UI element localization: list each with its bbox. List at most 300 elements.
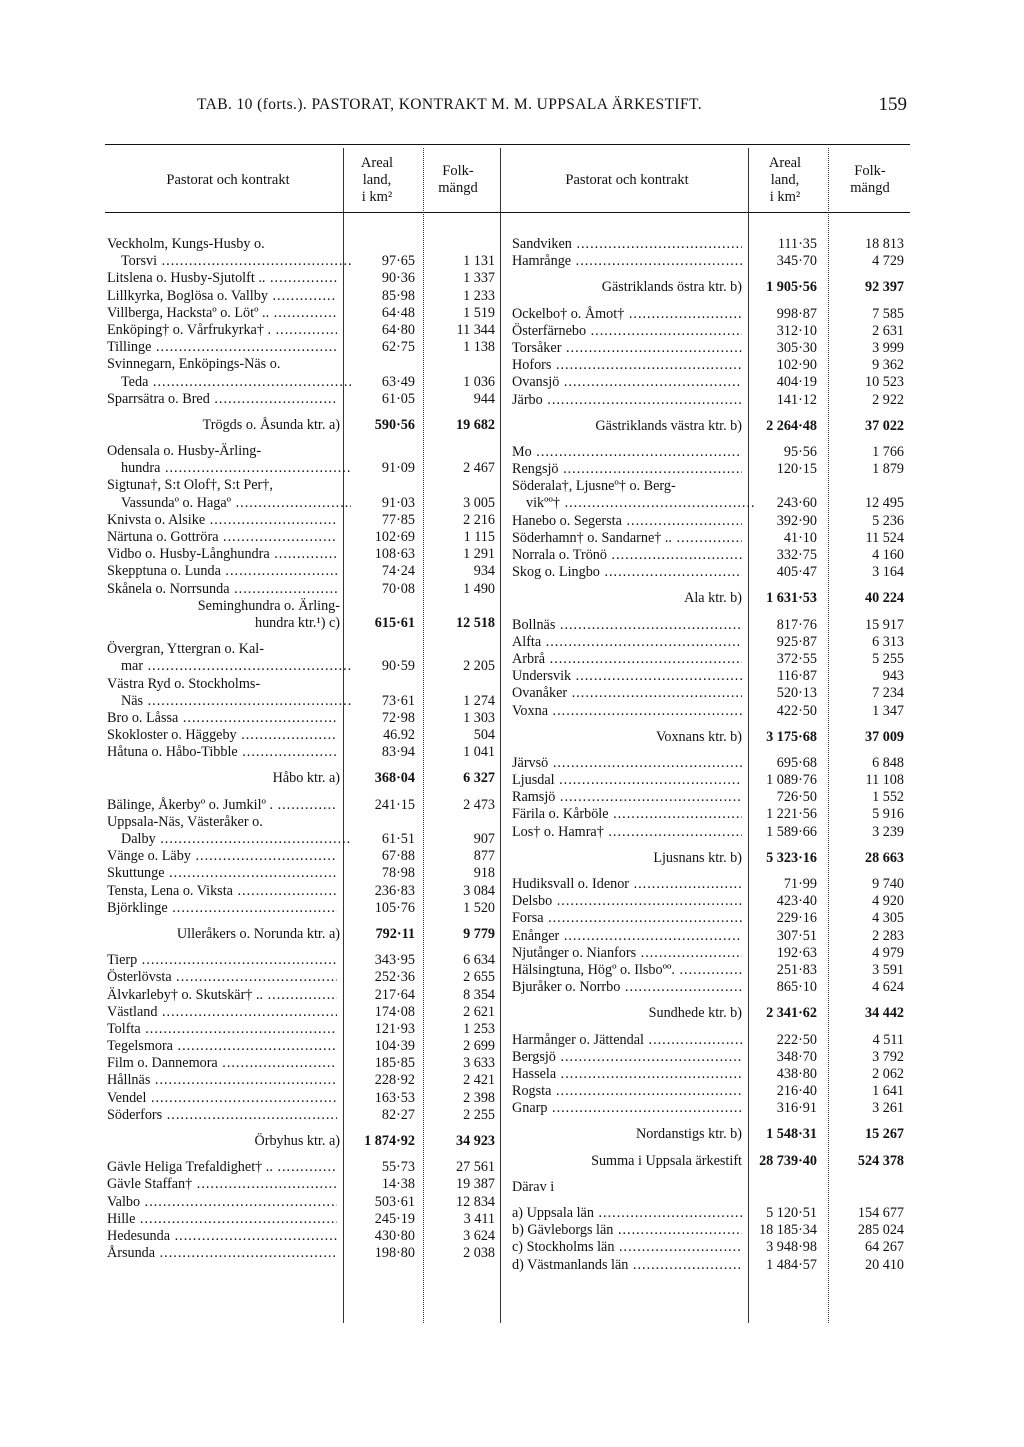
population-value: 1 519 <box>463 304 495 321</box>
parish-name: Österlövsta ..... <box>107 969 337 986</box>
row-spacer <box>512 270 908 279</box>
parish-name: Hanebo o. Segersta ..... <box>512 513 742 530</box>
area-value: 1 484·57 <box>766 1256 817 1273</box>
area-value: 372·55 <box>776 650 817 667</box>
area-value: 2 341·62 <box>766 1005 817 1022</box>
area-value: 348·70 <box>776 1048 817 1065</box>
parish-name: Håtuna o. Håbo-Tibble ..... <box>107 744 337 761</box>
parish-name: Undersvik ..... <box>512 668 742 685</box>
area-value: 695·68 <box>776 754 817 771</box>
parish-name: Västra Ryd o. Stockholms- <box>107 675 261 692</box>
population-value: 3 792 <box>872 1048 904 1065</box>
parish-name: Årsunda ..... <box>107 1245 337 1262</box>
parish-name: mar ..... <box>107 658 351 675</box>
parish-name: Bergsjö ..... <box>512 1049 742 1066</box>
parish-name: Arbrå ..... <box>512 651 742 668</box>
area-value: 67·88 <box>381 848 415 865</box>
table-row <box>512 962 908 979</box>
parish-name: Ovansjö ..... <box>512 374 742 391</box>
parish-name: Söderfors ..... <box>107 1107 337 1124</box>
parish-name: Lillkyrka, Boglösa o. Vallby ..... <box>107 288 337 305</box>
area-value: 28 739·40 <box>759 1152 817 1169</box>
population-value: 2 467 <box>463 460 495 477</box>
table-row <box>512 617 908 634</box>
population-value: 3 084 <box>463 882 495 899</box>
parish-name: Färila o. Kårböle ..... <box>512 806 742 823</box>
table-row <box>512 1257 908 1274</box>
parish-name: Mo ..... <box>512 444 742 461</box>
parish-name: Söderhamn† o. Sandarne† .. ..... <box>512 530 742 547</box>
area-value: 61·51 <box>381 831 415 847</box>
population-value: 5 916 <box>872 806 904 823</box>
area-value: 1 221·56 <box>766 806 817 823</box>
area-value: 1 905·56 <box>766 279 817 296</box>
population-value: 3 239 <box>872 823 904 840</box>
table-row <box>107 1245 499 1262</box>
table-row <box>107 710 499 727</box>
population-value: 1 041 <box>463 744 495 761</box>
parish-name: Litslena o. Husby-Sjutolft .. ..... <box>107 270 337 287</box>
area-value: 111·35 <box>777 236 817 252</box>
population-value: 2 216 <box>463 511 495 528</box>
table-row <box>512 1066 908 1083</box>
table-row <box>512 945 908 962</box>
population-value: 12 518 <box>455 614 495 631</box>
area-value: 865·10 <box>776 979 817 996</box>
row-spacer <box>512 1144 908 1153</box>
population-value: 1 490 <box>463 580 495 597</box>
population-value: 2 631 <box>872 322 904 339</box>
population-value: 4 305 <box>872 910 904 927</box>
parish-name: Hudiksvall o. Idenor ..... <box>512 876 742 893</box>
table-row <box>107 305 499 322</box>
table-row <box>107 1021 499 1038</box>
population-value: 40 224 <box>864 590 904 607</box>
parish-name: Rengsjö ..... <box>512 461 742 478</box>
parish-name: Övergran, Yttergran o. Kal- <box>107 641 264 658</box>
population-value: 11 108 <box>865 772 904 789</box>
row-spacer <box>512 1196 908 1205</box>
area-value: 1 874·92 <box>364 1133 415 1149</box>
table-row <box>512 547 908 564</box>
table-row <box>512 478 908 495</box>
population-value: 34 442 <box>864 1005 904 1022</box>
area-value: 726·50 <box>776 789 817 806</box>
table-row <box>512 685 908 702</box>
area-value: 78·98 <box>381 865 415 882</box>
table-row <box>107 1038 499 1055</box>
parish-name: Bro o. Låssa ..... <box>107 710 337 727</box>
row-spacer <box>512 996 908 1005</box>
table-row <box>107 676 499 693</box>
area-value: 72·98 <box>381 709 415 726</box>
area-value: 71·99 <box>783 876 817 892</box>
area-value: 217·64 <box>374 986 415 1003</box>
subtotal-label: Håbo ktr. a) <box>272 770 340 787</box>
table-row <box>512 564 908 581</box>
parish-name: Vendel ..... <box>107 1090 337 1107</box>
area-value: 102·69 <box>374 529 415 545</box>
parish-name: Skog o. Lingbo ..... <box>512 564 742 581</box>
table-row <box>107 460 499 477</box>
parish-name: Björklinge ..... <box>107 900 337 917</box>
population-value: 2 699 <box>463 1038 495 1055</box>
table-row <box>512 928 908 945</box>
table-row <box>107 900 499 917</box>
table-row <box>512 703 908 720</box>
area-value: 3 948·98 <box>766 1239 817 1256</box>
population-value: 1 036 <box>463 373 495 390</box>
table-row <box>512 634 908 651</box>
population-value: 5 236 <box>872 512 904 529</box>
parish-name: Tensta, Lena o. Viksta ..... <box>107 883 337 900</box>
parish-name: Hille ..... <box>107 1211 337 1228</box>
row-spacer <box>512 1023 908 1032</box>
parish-name: Bollnäs ..... <box>512 617 742 634</box>
table-row <box>512 323 908 340</box>
parish-name: Gnarp ..... <box>512 1100 742 1117</box>
population-value: 3 005 <box>463 494 495 511</box>
table-row <box>107 1090 499 1107</box>
population-value: 9 740 <box>872 876 904 892</box>
table-row <box>512 1239 908 1256</box>
population-value: 27 561 <box>455 1159 495 1176</box>
table-row <box>512 1032 908 1049</box>
area-value: 312·10 <box>776 322 817 339</box>
population-value: 2 205 <box>463 658 495 675</box>
parish-name: vikºº† ..... <box>512 495 756 512</box>
population-value: 4 729 <box>872 253 904 270</box>
population-value: 8 354 <box>463 986 495 1003</box>
table-row <box>107 270 499 287</box>
population-value: 7 585 <box>872 305 904 322</box>
area-value: 90·59 <box>381 658 415 675</box>
area-value: 5 323·16 <box>766 849 817 866</box>
subtotal-label: Örbyhus ktr. a) <box>254 1133 340 1149</box>
row-spacer <box>512 867 908 876</box>
row-spacer <box>107 408 499 417</box>
parish-name: Österfärnebo ..... <box>512 323 742 340</box>
area-value: 925·87 <box>776 633 817 650</box>
table-row <box>107 744 499 761</box>
population-value: 92 397 <box>864 279 904 296</box>
table-row <box>512 668 908 685</box>
area-value: 64·80 <box>381 321 415 338</box>
table-row <box>107 339 499 356</box>
parish-name: Alfta ..... <box>512 634 742 651</box>
subtotal-row <box>512 590 908 607</box>
population-value: 1 274 <box>463 692 495 709</box>
row-spacer <box>107 943 499 952</box>
population-value: 934 <box>473 563 495 580</box>
parish-name: Skuttunge ..... <box>107 865 337 882</box>
population-value: 4 920 <box>872 893 904 910</box>
area-value: 503·61 <box>374 1193 415 1210</box>
subtotal-label: Ala ktr. b) <box>684 590 742 607</box>
page-number: 159 <box>878 94 907 115</box>
parish-name: Tillinge ..... <box>107 339 337 356</box>
population-value: 3 261 <box>872 1100 904 1117</box>
table-row <box>512 1205 908 1222</box>
area-value: 3 175·68 <box>766 728 817 745</box>
population-value: 1 520 <box>463 899 495 916</box>
population-value: 1 641 <box>872 1083 904 1100</box>
population-value: 2 398 <box>463 1089 495 1106</box>
parish-name: a) Uppsala län ..... <box>512 1205 742 1222</box>
population-value: 15 917 <box>864 616 904 633</box>
subtotal-label: Trögds o. Åsunda ktr. a) <box>202 416 340 433</box>
area-value: 120·15 <box>776 461 817 478</box>
parish-name: Hofors ..... <box>512 357 742 374</box>
parish-name: Hedesunda ..... <box>107 1228 337 1245</box>
subtotal-row <box>107 770 499 787</box>
table-header-rule <box>105 212 910 213</box>
row-spacer <box>512 608 908 617</box>
subtotal-row <box>512 418 908 435</box>
subtotal-row <box>512 1126 908 1143</box>
parish-name: Seminghundra o. Ärling- <box>197 597 340 614</box>
parish-name: Hamrånge ..... <box>512 253 742 270</box>
area-value: 316·91 <box>776 1100 817 1117</box>
area-value: 61·05 <box>381 390 415 407</box>
parish-name: Delsbo ..... <box>512 893 742 910</box>
population-value: 15 267 <box>864 1126 904 1143</box>
col-header-area-right: Areal land, i km² <box>768 155 802 205</box>
area-value: 46.92 <box>383 727 415 744</box>
row-spacer <box>512 435 908 444</box>
table-row <box>512 772 908 789</box>
parish-name: Järbo ..... <box>512 392 742 409</box>
table-row <box>512 789 908 806</box>
subtotal-label: Ulleråkers o. Norunda ktr. a) <box>176 925 340 942</box>
area-value: 245·19 <box>374 1210 415 1227</box>
table-row <box>107 969 499 986</box>
parish-name: Teda ..... <box>107 374 351 391</box>
parish-name: Näs ..... <box>107 693 351 710</box>
population-value: 19 387 <box>455 1176 495 1193</box>
table-row <box>107 288 499 305</box>
page-title: TAB. 10 (forts.). PASTORAT, KONTRAKT M. M. UPPSALA ÄRKESTIFT. <box>197 96 703 113</box>
table-row <box>107 356 499 373</box>
table-row <box>512 495 908 512</box>
col-header-name-right: Pastorat och kontrakt <box>565 172 689 188</box>
table-row <box>512 444 908 461</box>
population-value: 1 253 <box>463 1020 495 1037</box>
population-value: 944 <box>473 390 495 407</box>
population-value: 7 234 <box>872 685 904 702</box>
table-row <box>512 651 908 668</box>
population-value: 34 923 <box>455 1133 495 1149</box>
table-row <box>107 512 499 529</box>
col-header-name-left: Pastorat och kontrakt <box>166 172 290 188</box>
population-value: 918 <box>473 865 495 882</box>
area-value: 85·98 <box>381 287 415 304</box>
population-value: 1 233 <box>463 287 495 304</box>
table-row <box>107 253 499 270</box>
table-row <box>107 581 499 598</box>
population-value: 11 524 <box>865 529 904 546</box>
table-row <box>107 1211 499 1228</box>
parish-name: Enånger ..... <box>512 928 742 945</box>
parish-name: Västland ..... <box>107 1004 337 1021</box>
parish-name: Vänge o. Läby ..... <box>107 848 337 865</box>
area-value: 251·83 <box>776 961 817 978</box>
parish-name: Film o. Dannemora ..... <box>107 1055 337 1072</box>
row-spacer <box>512 581 908 590</box>
area-value: 520·13 <box>776 685 817 702</box>
parish-name: Gävle Staffan† ..... <box>107 1176 337 1193</box>
parish-name: Därav i <box>512 1178 555 1195</box>
population-value: 2 421 <box>463 1072 495 1089</box>
population-value: 11 344 <box>456 321 495 338</box>
table-row <box>107 641 499 658</box>
area-value: 817·76 <box>776 616 817 633</box>
area-value: 90·36 <box>381 270 415 287</box>
population-value: 1 115 <box>463 529 495 545</box>
table-row <box>107 598 499 615</box>
population-value: 19 682 <box>455 416 495 433</box>
population-value: 2 473 <box>463 796 495 813</box>
population-value: 20 410 <box>864 1256 904 1273</box>
table-row <box>512 513 908 530</box>
area-value: 368·04 <box>374 770 415 787</box>
area-value: 83·94 <box>381 744 415 761</box>
area-value: 14·38 <box>381 1176 415 1193</box>
table-row <box>512 1083 908 1100</box>
parish-name: Bälinge, Åkerbyº o. Jumkilº . ..... <box>107 797 337 814</box>
row-spacer <box>512 841 908 850</box>
population-value: 6 634 <box>463 952 495 969</box>
area-value: 332·75 <box>776 547 817 563</box>
population-value: 524 378 <box>857 1152 904 1169</box>
table-row <box>107 546 499 563</box>
table-row <box>107 658 499 675</box>
table-row <box>107 374 499 391</box>
population-value: 1 879 <box>872 461 904 478</box>
parish-name: Svinnegarn, Enköpings-Näs o. <box>107 356 281 373</box>
table-row <box>512 876 908 893</box>
population-value: 2 062 <box>872 1065 904 1082</box>
row-spacer <box>512 297 908 306</box>
subtotal-row <box>512 729 908 746</box>
row-spacer <box>512 720 908 729</box>
population-value: 9 362 <box>872 357 904 374</box>
population-value: 5 255 <box>872 650 904 667</box>
parish-name: Tolfta ..... <box>107 1021 337 1038</box>
running-head <box>197 96 907 120</box>
table-row <box>107 1055 499 1072</box>
parish-name: Ockelbo† o. Åmot† ..... <box>512 306 742 323</box>
area-value: 116·87 <box>777 668 817 685</box>
area-value: 97·65 <box>381 253 415 270</box>
row-spacer <box>512 409 908 418</box>
area-value: 41·10 <box>783 529 817 546</box>
area-value: 104·39 <box>374 1038 415 1055</box>
parish-name: d) Västmanlands län ..... <box>512 1257 742 1274</box>
row-spacer <box>107 1124 499 1133</box>
area-value: 82·27 <box>381 1106 415 1123</box>
parish-name: Enköping† o. Vårfrukyrka† . ..... <box>107 322 337 339</box>
parish-name: Torsvi ..... <box>107 253 351 270</box>
population-value: 1 552 <box>872 789 904 806</box>
population-value: 1 291 <box>463 546 495 563</box>
table-row <box>107 987 499 1004</box>
population-value: 9 779 <box>463 925 495 942</box>
area-value: 404·19 <box>776 374 817 391</box>
area-value: 998·87 <box>776 305 817 322</box>
parish-name: b) Gävleborgs län ..... <box>512 1222 742 1239</box>
parish-name: Villberga, Hackstaº o. Lötº .. ..... <box>107 305 337 322</box>
table-row <box>107 563 499 580</box>
parish-name: Torsåker ..... <box>512 340 742 357</box>
population-value: 1 347 <box>872 702 904 719</box>
row-spacer <box>512 1117 908 1126</box>
area-value: 422·50 <box>776 702 817 719</box>
table-row <box>107 797 499 814</box>
area-value: 18 185·34 <box>759 1222 817 1239</box>
subtotal-row <box>107 1133 499 1150</box>
parish-name: Sigtuna†, S:t Olof†, S:t Per†, <box>107 477 273 494</box>
table-row <box>107 1194 499 1211</box>
parish-name: Knivsta o. Alsike ..... <box>107 512 337 529</box>
parish-name: Tierp ..... <box>107 952 337 969</box>
area-value: 73·61 <box>381 692 415 709</box>
area-value: 55·73 <box>381 1159 415 1176</box>
population-value: 2 038 <box>463 1245 495 1262</box>
population-value: 6 327 <box>463 770 495 787</box>
parish-name: Uppsala-Näs, Västeråker o. <box>107 813 263 830</box>
area-value: 252·36 <box>374 969 415 986</box>
subtotal-row <box>107 615 499 632</box>
col-header-area-left: Areal land, i km² <box>360 155 394 205</box>
table-row <box>107 322 499 339</box>
population-value: 37 009 <box>864 728 904 745</box>
population-value: 3 591 <box>872 961 904 978</box>
subtotal-row <box>512 279 908 296</box>
table-row <box>512 357 908 374</box>
area-value: 102·90 <box>776 357 817 374</box>
area-value: 63·49 <box>381 373 415 390</box>
subtotal-row <box>512 1005 908 1022</box>
area-value: 1 631·53 <box>766 590 817 607</box>
parish-name: Älvkarleby† o. Skutskär† .. ..... <box>107 987 337 1004</box>
table-row <box>512 1222 908 1239</box>
table-row <box>107 1107 499 1124</box>
subtotal-label: Gästriklands västra ktr. b) <box>595 417 742 434</box>
area-value: 615·61 <box>374 614 415 631</box>
parish-name: Järvsö ..... <box>512 755 742 772</box>
table-row <box>107 1228 499 1245</box>
area-value: 423·40 <box>776 893 817 910</box>
area-value: 307·51 <box>776 927 817 944</box>
table-row <box>512 1179 908 1196</box>
population-value: 64 267 <box>864 1239 904 1256</box>
area-value: 392·90 <box>776 512 817 529</box>
parish-name: hundra ..... <box>107 460 351 477</box>
area-value: 241·15 <box>374 796 415 813</box>
population-value: 28 663 <box>864 849 904 866</box>
table-row <box>107 727 499 744</box>
area-value: 343·95 <box>374 952 415 969</box>
population-value: 285 024 <box>857 1222 904 1239</box>
population-value: 3 624 <box>463 1227 495 1244</box>
table-row <box>107 848 499 865</box>
population-value: 3 999 <box>872 339 904 356</box>
parish-name: Skånela o. Norrsunda ..... <box>107 581 337 598</box>
parish-name: Sparrsätra o. Bred ..... <box>107 391 337 408</box>
population-value: 3 164 <box>872 564 904 581</box>
parish-name: Bjuråker o. Norrbo ..... <box>512 979 742 996</box>
